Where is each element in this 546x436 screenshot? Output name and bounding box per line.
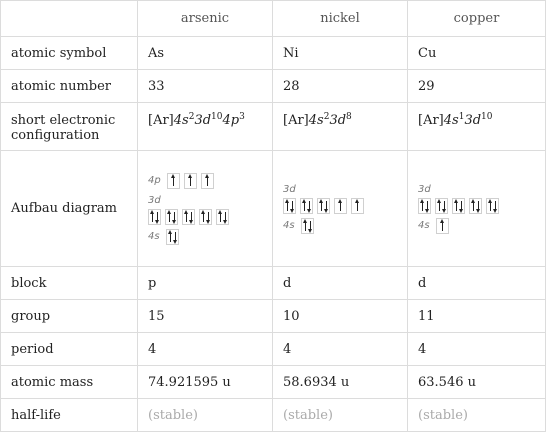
subshell-label: 3d	[148, 194, 161, 206]
spin-up-arrow-icon	[439, 201, 440, 211]
header-nickel: nickel	[273, 1, 408, 37]
spin-down-arrow-icon	[208, 212, 209, 222]
row-electron-configuration	[1, 103, 546, 151]
subshell-label: 4p	[148, 175, 161, 186]
spin-down-arrow-icon	[326, 201, 327, 211]
cell-value: 11	[408, 300, 546, 333]
subshell-row	[283, 218, 397, 234]
spin-up-arrow-icon	[169, 212, 170, 222]
row-label: atomic symbol	[1, 37, 138, 70]
spin-down-arrow-icon	[225, 212, 226, 222]
aufbau-copper	[408, 151, 546, 267]
subshell-label: 4s	[418, 220, 430, 231]
spin-up-arrow-icon	[287, 201, 288, 211]
row-label: short electronic configuration	[1, 103, 138, 151]
cell-value: 29	[408, 70, 546, 103]
cell-value: p	[138, 267, 273, 300]
subshell-row	[418, 218, 535, 234]
row-label: block	[1, 267, 138, 300]
spin-up-arrow-icon	[170, 232, 171, 242]
orbital-box	[317, 198, 330, 214]
cell-value: 15	[138, 300, 273, 333]
orbital-box	[436, 218, 449, 234]
cell-value: (stable)	[273, 399, 408, 432]
row-half-life	[1, 399, 546, 432]
orbital-box	[300, 198, 313, 214]
subshell-label: 3d	[418, 183, 431, 195]
header-corner	[1, 1, 138, 37]
cell-value: 28	[273, 70, 408, 103]
orbital-group	[283, 198, 397, 214]
config-nickel: $[Ar]4s^23d^8$	[273, 103, 408, 151]
spin-up-arrow-icon	[473, 201, 474, 211]
orbital-box	[418, 198, 431, 214]
orbital-box	[182, 209, 195, 225]
cell-value: d	[408, 267, 546, 300]
orbital-box	[301, 218, 314, 234]
orbital-box	[452, 198, 465, 214]
cell-value: Ni	[273, 37, 408, 70]
spin-up-arrow-icon	[190, 176, 191, 186]
cell-value: 10	[273, 300, 408, 333]
spin-up-arrow-icon	[490, 201, 491, 211]
row-atomic-number	[1, 70, 546, 103]
spin-up-arrow-icon	[340, 201, 341, 211]
orbital-group	[436, 218, 453, 234]
cell-value: 33	[138, 70, 273, 103]
orbital-group	[167, 173, 218, 189]
row-group	[1, 300, 546, 333]
cell-value: d	[273, 267, 408, 300]
spin-up-arrow-icon	[173, 176, 174, 186]
cell-value: 63.546 u	[408, 366, 546, 399]
subshell-row	[148, 173, 262, 189]
spin-up-arrow-icon	[305, 221, 306, 231]
orbital-box	[435, 198, 448, 214]
spin-up-arrow-icon	[304, 201, 305, 211]
row-label: atomic mass	[1, 366, 138, 399]
spin-up-arrow-icon	[456, 201, 457, 211]
spin-down-arrow-icon	[495, 201, 496, 211]
spin-down-arrow-icon	[292, 201, 293, 211]
orbital-box	[216, 209, 229, 225]
orbital-group	[418, 198, 535, 214]
subshell-label: 4s	[283, 220, 295, 231]
orbital-box	[486, 198, 499, 214]
spin-down-arrow-icon	[191, 212, 192, 222]
subshell-row	[148, 229, 262, 245]
header-copper: copper	[408, 1, 546, 37]
spin-down-arrow-icon	[175, 232, 176, 242]
spin-up-arrow-icon	[203, 212, 204, 222]
row-label: half-life	[1, 399, 138, 432]
subshell-label: 3d	[283, 183, 296, 195]
spin-down-arrow-icon	[310, 221, 311, 231]
header-row	[1, 1, 546, 37]
cell-value: Cu	[408, 37, 546, 70]
cell-value: 58.6934 u	[273, 366, 408, 399]
orbital-group	[301, 218, 318, 234]
row-atomic-symbol	[1, 37, 546, 70]
spin-up-arrow-icon	[442, 221, 443, 231]
cell-value: As	[138, 37, 273, 70]
header-arsenic: arsenic	[138, 1, 273, 37]
row-block	[1, 267, 546, 300]
subshell-row	[148, 192, 262, 225]
cell-value: 4	[408, 333, 546, 366]
spin-up-arrow-icon	[207, 176, 208, 186]
spin-up-arrow-icon	[422, 201, 423, 211]
orbital-box	[283, 198, 296, 214]
cell-value: 4	[273, 333, 408, 366]
aufbau-arsenic	[138, 151, 273, 267]
spin-down-arrow-icon	[478, 201, 479, 211]
orbital-box	[199, 209, 212, 225]
spin-down-arrow-icon	[427, 201, 428, 211]
row-label: group	[1, 300, 138, 333]
row-label: Aufbau diagram	[1, 151, 138, 267]
spin-up-arrow-icon	[357, 201, 358, 211]
config-copper: $[Ar]4s^13d^{10}$	[408, 103, 546, 151]
spin-down-arrow-icon	[157, 212, 158, 222]
orbital-box	[167, 173, 180, 189]
cell-value: (stable)	[138, 399, 273, 432]
subshell-row	[283, 181, 397, 214]
subshell-label: 4s	[148, 231, 160, 242]
spin-down-arrow-icon	[444, 201, 445, 211]
aufbau-nickel	[273, 151, 408, 267]
row-aufbau-diagram	[1, 151, 546, 267]
cell-value: 74.921595 u	[138, 366, 273, 399]
spin-up-arrow-icon	[220, 212, 221, 222]
spin-down-arrow-icon	[309, 201, 310, 211]
cell-value: 4	[138, 333, 273, 366]
orbital-box	[201, 173, 214, 189]
orbital-box	[334, 198, 347, 214]
orbital-box	[166, 229, 179, 245]
orbital-box	[184, 173, 197, 189]
spin-up-arrow-icon	[186, 212, 187, 222]
row-label: period	[1, 333, 138, 366]
row-atomic-mass	[1, 366, 546, 399]
orbital-box	[148, 209, 161, 225]
orbital-box	[165, 209, 178, 225]
subshell-row	[418, 181, 535, 214]
orbital-box	[351, 198, 364, 214]
spin-down-arrow-icon	[461, 201, 462, 211]
config-arsenic: $[Ar]4s^23d^{10}4p^3$	[138, 103, 273, 151]
spin-up-arrow-icon	[321, 201, 322, 211]
cell-value: (stable)	[408, 399, 546, 432]
orbital-group	[148, 209, 262, 225]
orbital-box	[469, 198, 482, 214]
spin-down-arrow-icon	[174, 212, 175, 222]
row-period	[1, 333, 546, 366]
row-label: atomic number	[1, 70, 138, 103]
spin-up-arrow-icon	[152, 212, 153, 222]
orbital-group	[166, 229, 183, 245]
